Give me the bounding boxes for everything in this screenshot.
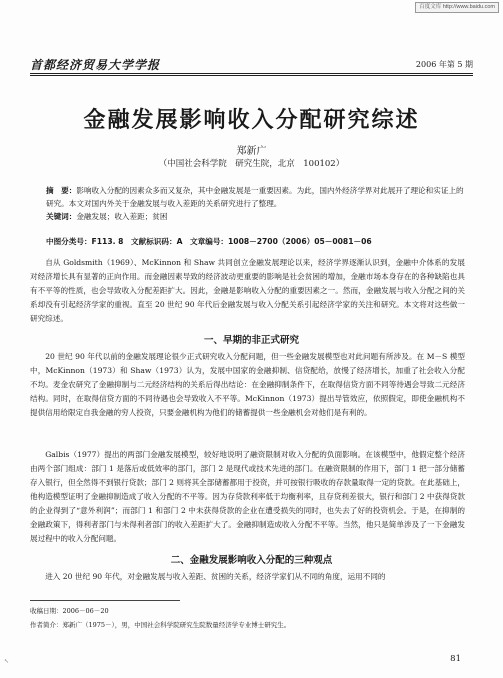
footnote-rule <box>30 600 180 601</box>
abstract-text: 影响收入分配的因素众多而又复杂，其中金融发展是一重要因素。为此，国内外经济学界对此展开了理论和实证上的研究。本文对国内外关于金融发展与收入差距的关系研究进行了整理。 <box>46 186 464 208</box>
section-heading-2: 二、金融发展影响收入分配的三种观点 <box>170 555 333 566</box>
abstract-block <box>46 184 465 223</box>
header-rule <box>30 73 473 74</box>
footnote-received: 收稿日期：2006－06－20 <box>30 607 109 615</box>
keywords-label: 关键词： <box>46 212 77 221</box>
keywords <box>46 210 465 223</box>
author-name: 郑新广 <box>236 146 267 157</box>
classification-line <box>46 236 465 247</box>
intro-paragraph: 自从 Goldsmith（1969）、McKinnon 和 Shaw 共同创立金融发展理论以来，经济学界逐渐认识到，金融中介体系的发展对经济增长具有显著的正向作用。而金融因素导致的经济波动更重要的影响是社会贫困的增加，金融市场本身存在的各种缺陷也具有不平等的性质，也会导致收入分配差距扩大。因此，金融是影响收入分配的重要因素之一。然而，金融发展与收入分配之间的关系却没有引起经济学家的重视。直至 20 世纪 90 年代后金融发展与收入分配关系引起经济学家的关注和研究。本文将对这些做一研究综述。 <box>30 258 465 323</box>
section2-paragraph-1: 进入 20 世纪 90 年代，对金融发展与收入差距、贫困的关系，经济学家们从不同的角度，运用不同的 <box>45 572 386 581</box>
section1-paragraph-2: Galbis（1977）提出的两部门金融发展模型，较好地说明了融资限制对收入分配的负面影响。在该模型中，他假定整个经济由两个部门组成：部门 1 是落后或低效率的部门，部门 2 是现代或技术先进的部门。在融资限制的作用下，部门 1 把一部分储蓄存入银行，但全然得不到银行贷款；部门 2 则将其全部储蓄都用于投资，并可按银行吸收的存款量取得一定的贷款。在此基础上，他构造模型证明了金融抑制造成了收入分配的不平等。因为存贷款利率低于均衡利率，且存贷利差很大，银行和部门 2 中获得贷款的企业得到了“意外利润”；而部门 1 和部门 2 中未获得贷款的企业在遭受损失的同时，也失去了好的投资机会。于是，在抑制的金融政策下，得利者部门与未得利者部门的收入差距扩大了。金融抑制造成收入分配不平等。当然，他只是简单涉及了一下金融发展过程中的收入分配问题。 <box>30 450 465 543</box>
abstract-label: 摘 要： <box>46 186 77 195</box>
corner-mark: ↖ <box>4 658 10 665</box>
author-affiliation: （中国社会科学院 研究生院，北京 100102） <box>158 159 345 169</box>
section1-paragraph-1: 20 世纪 90 年代以前的金融发展理论很少正式研究收入分配问题，但一些金融发展模型也对此问题有所涉及。在 M－S 模型中，McKinnon（1973）和 Shaw（1973）认为，发展中国家的金融抑制、信贷配给，放慢了经济增长，加重了社会收入分配不均。麦金农研究了金融抑制与二元经济结构的关系后得出结论：在金融抑制条件下，在取得信贷方面不同等待遇会导致二元经济结构。同时，在取得信贷方面的不同待遇也会导致收入不平等。McKinnon（1973）提出导管效应，依照假定，即使金融机构不提供信用给限定自我金融的穷人投资，只要金融机构为他们的储蓄提供一些金融机会对他们是有利的。 <box>30 352 465 417</box>
article-title: 金融发展影响收入分配研究综述 <box>83 108 420 133</box>
issue-label: 2006 年第 5 期 <box>415 60 473 69</box>
footnote-author-bio: 作者简介：郑新广（1975－），男，中国社会科学院研究生院数量经济学专业博士研究生。 <box>30 621 291 629</box>
journal-name: 首都经济贸易大学学报 <box>30 58 161 72</box>
running-header <box>30 56 473 72</box>
watermark-stamp: 百度文库 http://www.baidu.com <box>415 2 499 13</box>
page-number: 81 <box>450 654 461 664</box>
classification-text: 中图分类号：F113. 8 文献标识码：A 文章编号：1008－2700（2006）05－0081－06 <box>46 237 372 246</box>
header-rule-thin <box>30 75 473 76</box>
section-heading-1: 一、早期的非正式研究 <box>203 335 299 346</box>
keywords-text: 金融发展；收入差距；贫困 <box>76 212 168 221</box>
abstract <box>46 184 465 210</box>
